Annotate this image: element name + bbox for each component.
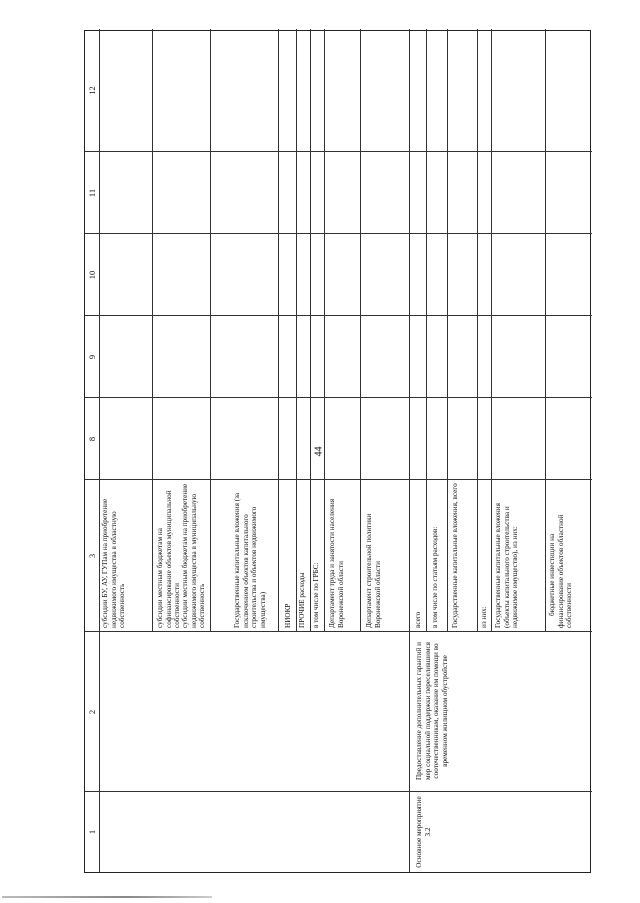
row-divider (426, 29, 427, 632)
row-label: субсидии местным бюджетам на приобретение недвижимого имущества в муниципальную собственность (181, 483, 207, 628)
budget-table (84, 30, 591, 873)
row-label: Государственные капитальные вложения (за исключением объектов капитального строительства и объектов недвижимого имущества) (233, 492, 267, 628)
col-divider-4 (85, 397, 592, 398)
row-divider (360, 29, 361, 632)
row-divider (447, 29, 448, 632)
row-label: в том числе по статьям расходов: (431, 526, 439, 628)
row-divider (278, 29, 279, 632)
header-col-11: 11 (87, 188, 97, 198)
row-divider (491, 29, 492, 632)
row-divider (210, 29, 211, 632)
row-label: всего (414, 611, 422, 628)
col-divider-5 (85, 315, 592, 316)
row-label: субсидии местным бюджетам на софинансирование объектов муниципальной собственности (156, 490, 182, 628)
col-divider-6 (85, 233, 592, 234)
row-divider (324, 29, 325, 632)
header-col-9: 9 (87, 354, 97, 360)
row-label: Департамент труда и занятости населения Воронежской области (328, 498, 345, 628)
row-divider (152, 29, 153, 632)
measure-description: Предоставление дополнительных гарантий и мер социальной поддержки переселившимся соотечественникам, оказание им помощи во временном жилищном обустройстве (415, 641, 449, 781)
row-label: субсидии БУ, АУ, ГУПам на приобретение недвижимого имущества в областную собственность (101, 498, 127, 628)
header-col-3: 3 (87, 553, 97, 559)
row-label: бюджетные инвестиции на финансирование объектов областной собственности (548, 514, 574, 628)
col-divider-3 (85, 479, 592, 480)
row-divider (296, 29, 297, 632)
header-col-12: 12 (87, 86, 97, 95)
header-col-1: 1 (87, 829, 97, 835)
row-divider (477, 29, 478, 632)
header-col-10: 10 (87, 270, 97, 280)
col-divider-1 (85, 791, 592, 792)
col-divider-7 (85, 151, 592, 152)
row-label: в том числе по ГРБС: (312, 562, 320, 628)
row-label: ПРОЧИЕ расходы (298, 572, 306, 628)
row-label: Государственные капитальные вложения, всего (451, 483, 459, 628)
page-number: 44 (313, 446, 325, 457)
row-label: Департамент строительной политики Воронежской области (365, 513, 382, 628)
header-col-8: 8 (87, 436, 97, 442)
row-divider (545, 29, 546, 632)
header-col-2: 2 (87, 709, 97, 715)
header-divider (99, 29, 100, 872)
scan-edge-mark (2, 896, 212, 898)
col-divider-2 (85, 631, 592, 632)
measure-code: Основное мероприятие 3.2 (415, 796, 432, 868)
row-label: из них: (480, 606, 488, 628)
row-label: Государственные капитальные вложения (объекты капитального строительства и недвижимое имущество), из них: (494, 503, 520, 628)
row-divider (310, 29, 311, 632)
block-divider (409, 29, 410, 872)
row-label: НИОКР (284, 603, 292, 628)
